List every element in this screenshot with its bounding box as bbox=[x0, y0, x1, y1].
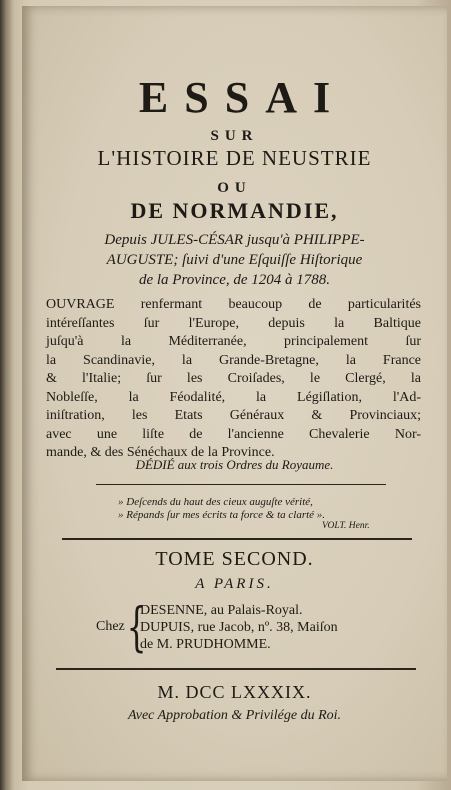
title-page bbox=[22, 6, 447, 781]
description-line: avec une liſte de l'ancienne Chevalerie Nor- bbox=[46, 426, 421, 442]
volume-label: TOME SECOND. bbox=[155, 548, 314, 570]
title-essai: ESSAI bbox=[138, 73, 347, 122]
subtitle-line: de la Province, de 1204 à 1788. bbox=[138, 272, 331, 288]
brace-icon: { bbox=[126, 598, 147, 658]
publisher-line: de M. PRUDHOMME. bbox=[140, 637, 271, 652]
divider-rule bbox=[96, 484, 386, 485]
title-normandie: DE NORMANDIE, bbox=[130, 198, 339, 223]
subtitle-line: Depuis JULES-CÉSAR jusqu'à PHILIPPE- bbox=[104, 232, 365, 248]
description-line: juſqu'à la Méditerranée, principalement ſur bbox=[46, 334, 421, 349]
description-line: OUVRAGE renfermant beaucoup de particularités bbox=[46, 297, 421, 312]
dedication: DÉDIÉ aux trois Ordres du Royaume. bbox=[135, 457, 334, 472]
epigraph-author: VOLT. Henr. bbox=[322, 521, 370, 531]
description-line: intéreſſantes ſur l'Europe, depuis la Baltique bbox=[46, 315, 421, 331]
description-line: Nobleſſe, la Féodalité, la Légiſlation, l'Ad- bbox=[46, 389, 421, 405]
publisher-line: DUPUIS, rue Jacob, nº. 38, Maiſon bbox=[140, 620, 338, 635]
title-histoire: L'HISTOIRE DE NEUSTRIE bbox=[97, 146, 372, 170]
publisher-line: DESENNE, au Palais-Royal. bbox=[140, 603, 303, 618]
epigraph-line: » Répands ſur mes écrits ta force & ta clarté ». bbox=[118, 509, 326, 521]
approbation-line: Avec Approbation & Privilége du Roi. bbox=[127, 708, 342, 723]
divider-rule bbox=[56, 668, 416, 670]
description-paragraph bbox=[46, 296, 421, 463]
publisher-prefix: Chez bbox=[96, 619, 125, 634]
description-line: & l'Italie; ſur les Croiſades, le Clergé, la bbox=[46, 371, 421, 386]
divider-rule bbox=[62, 538, 412, 540]
subtitle-line: AUGUSTE; ſuivi d'une Eſquiſſe Hiſtorique bbox=[106, 252, 363, 268]
description-line: la Scandinavie, la Grande-Bretagne, la France bbox=[46, 352, 421, 368]
title-sur: SUR bbox=[210, 128, 259, 144]
description-line: mande, & des Sénéchaux de la Province. bbox=[46, 445, 275, 460]
place-of-publication: A PARIS. bbox=[195, 576, 274, 592]
description-line: iniſtration, les Etats Généraux & Provinciaux; bbox=[46, 408, 421, 423]
epigraph-line: » Deſcends du haut des cieux auguſte vérité, bbox=[118, 496, 313, 508]
publication-year: M. DCC LXXXIX. bbox=[157, 682, 312, 702]
title-ou: OU bbox=[217, 180, 252, 196]
